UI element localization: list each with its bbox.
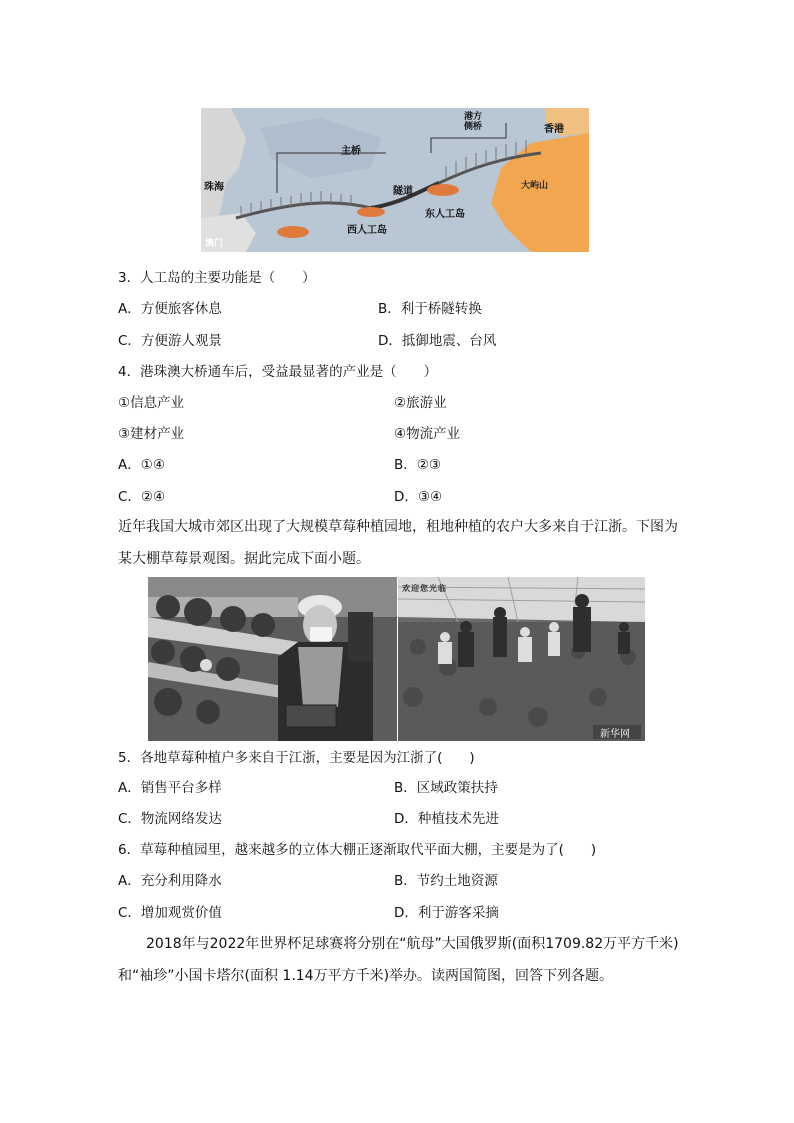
question-4-item-3: ③建材产业: [118, 426, 185, 442]
question-4-option-a: A．①④: [118, 457, 165, 473]
question-5-option-b: B．区域政策扶持: [394, 780, 498, 796]
map-label-east-island: 东人工岛: [425, 209, 465, 220]
strawberry-photo-right: [398, 577, 645, 741]
question-5-option-c: C．物流网络发达: [118, 811, 222, 827]
worldcup-intro-line-1: 2018年与2022年世界杯足球赛将分别在“航母”大国俄罗斯(面积1709.82万平方千米): [146, 936, 679, 952]
map-label-gangfang-bridge: 港方 侧桥: [464, 112, 483, 132]
question-3-option-b: B．利于桥隧转换: [378, 301, 482, 317]
question-4-option-d: D．③④: [394, 489, 443, 505]
question-4-item-4: ④物流产业: [394, 426, 461, 442]
strawberry-intro-line-2: 某大棚草莓景观图。据此完成下面小题。: [118, 551, 370, 567]
question-4-option-b: B．②③: [394, 457, 441, 473]
question-3-stem: 3．人工岛的主要功能是（ ）: [118, 270, 316, 286]
strawberry-intro-line-1: 近年我国大城市郊区出现了大规模草莓种植园地，租地种植的农户大多来自于江浙。下图为: [118, 519, 678, 535]
xinhua-watermark: 新华网: [600, 729, 630, 740]
question-3-option-d: D．抵御地震、台风: [378, 333, 497, 349]
question-3-option-a: A．方便旅客休息: [118, 301, 222, 317]
bridge-map-figure: [201, 108, 589, 252]
map-label-main-bridge: 主桥: [341, 146, 361, 157]
question-4-stem: 4．港珠澳大桥通车后，受益最显著的产业是（ ）: [118, 364, 438, 380]
question-5-option-d: D．种植技术先进: [394, 811, 499, 827]
question-6-option-a: A．充分利用降水: [118, 873, 222, 889]
question-5-option-a: A．销售平台多样: [118, 780, 222, 796]
question-6-option-d: D．利于游客采摘: [394, 905, 499, 921]
worldcup-intro-line-2: 和“袖珍”小国卡塔尔(面积 1.14万平方千米)举办。读两国简图，回答下列各题。: [118, 968, 614, 984]
map-label-west-island: 西人工岛: [347, 225, 387, 236]
map-label-tunnel: 隧道: [393, 186, 413, 197]
map-label-macau: 澳门: [205, 239, 224, 249]
question-6-option-b: B．节约土地资源: [394, 873, 498, 889]
question-4-option-c: C．②④: [118, 489, 166, 505]
map-label-zhuhai: 珠海: [204, 182, 224, 193]
question-6-stem: 6．草莓种植园里，越来越多的立体大棚正逐渐取代平面大棚，主要是为了( ): [118, 842, 597, 858]
strawberry-photo-left: [148, 577, 397, 741]
question-4-item-1: ①信息产业: [118, 395, 185, 411]
map-label-lantau: 大屿山: [521, 181, 549, 191]
map-label-hongkong: 香港: [544, 124, 564, 135]
welcome-sign: 欢迎您光临: [402, 584, 447, 593]
question-6-option-c: C．增加观赏价值: [118, 905, 222, 921]
question-4-item-2: ②旅游业: [394, 395, 447, 411]
question-5-stem: 5．各地草莓种植户多来自于江浙，主要是因为江浙了( ): [118, 750, 475, 766]
question-3-option-c: C．方便游人观景: [118, 333, 222, 349]
